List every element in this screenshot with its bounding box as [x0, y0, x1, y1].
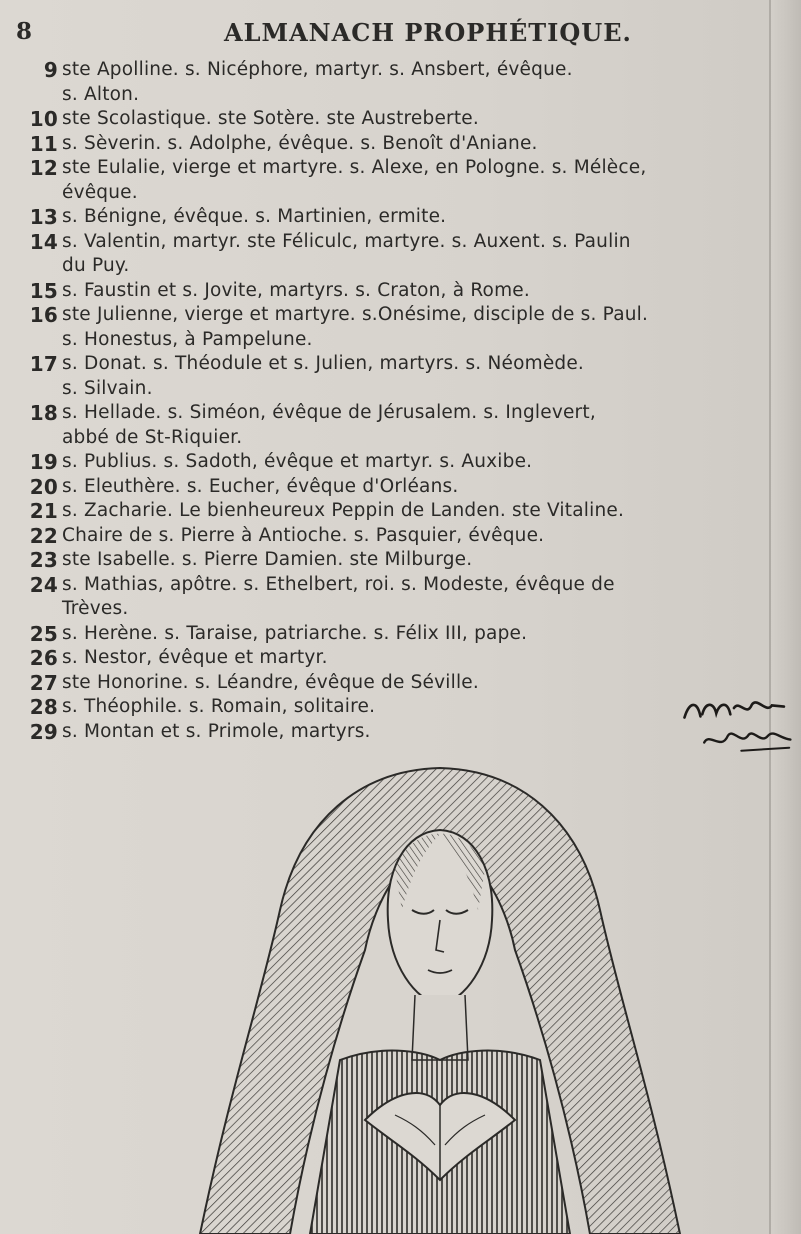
calendar-entry — [0, 205, 760, 230]
entry-day: 13 — [29, 205, 58, 229]
entry-saints-line: s. Hellade. s. Siméon, évêque de Jérusalem. s. Inglevert, — [62, 402, 596, 423]
calendar-entry — [0, 499, 760, 524]
entry-day: 11 — [29, 131, 58, 156]
calendar-entry — [0, 303, 760, 352]
entry-saints-line: du Puy. — [62, 255, 130, 276]
calendar-entry — [0, 107, 760, 132]
entry-saints-line: ste Eulalie, vierge et martyre. s. Alexe, en Pologne. s. Mélèce, — [62, 157, 647, 178]
entry-saints-line: s. Bénigne, évêque. s. Martinien, ermite. — [62, 206, 447, 227]
entry-day: 9 — [43, 58, 58, 82]
entry-day: 23 — [29, 548, 58, 572]
calendar-entry — [0, 573, 760, 622]
calendar-entry — [0, 720, 760, 745]
page-edge — [769, 0, 801, 1234]
engraving-illustration — [190, 760, 690, 1234]
calendar-entry — [0, 450, 760, 475]
entry-saints-line: s. Montan et s. Primole, martyrs. — [62, 720, 371, 742]
entry-saints-line: s. Valentin, martyr. ste Féliculc, martyre. s. Auxent. s. Paulin — [62, 230, 631, 252]
entry-saints-line: s. Théophile. s. Romain, solitaire. — [62, 696, 376, 717]
calendar-entry — [0, 548, 760, 573]
running-title: ALMANACH PROPHÉTIQUE. — [224, 18, 632, 47]
calendar-entry — [0, 352, 760, 401]
entry-day: 20 — [29, 474, 58, 499]
entry-day: 16 — [29, 303, 58, 327]
calendar-entry — [0, 156, 760, 205]
calendar-entry — [0, 279, 760, 304]
calendar-entry — [0, 646, 760, 671]
entry-saints-line: Chaire de s. Pierre à Antioche. s. Pasquier, évêque. — [62, 524, 545, 546]
entry-day: 21 — [29, 499, 58, 523]
entry-saints-line: s. Eleuthère. s. Eucher, évêque d'Orléans. — [62, 475, 459, 497]
entry-saints-line: s. Publius. s. Sadoth, évêque et martyr. s. Auxibe. — [62, 451, 533, 472]
entry-day: 27 — [29, 670, 58, 695]
calendar-entry — [0, 475, 760, 500]
entry-saints-line: ste Julienne, vierge et martyre. s.Onésime, disciple de s. Paul. — [62, 304, 649, 325]
entry-saints-line: ste Honorine. s. Léandre, évêque de Séville. — [62, 671, 479, 693]
calendar-entry — [0, 695, 760, 720]
entry-saints-line: s. Nestor, évêque et martyr. — [62, 647, 328, 668]
entry-saints-line: ste Isabelle. s. Pierre Damien. ste Milburge. — [62, 549, 473, 570]
calendar-entry — [0, 58, 760, 107]
entry-day: 10 — [29, 107, 58, 131]
entry-saints-line: ste Apolline. s. Nicéphore, martyr. s. Ansbert, évêque. — [62, 59, 573, 80]
entry-day: 12 — [29, 156, 58, 180]
saints-calendar — [0, 58, 760, 744]
calendar-entry — [0, 230, 760, 279]
entry-day: 18 — [29, 401, 58, 425]
entry-saints-line: s. Honestus, à Pampelune. — [62, 328, 313, 350]
calendar-entry — [0, 524, 760, 549]
entry-saints-line: évêque. — [62, 181, 138, 203]
page-header — [0, 10, 801, 50]
entry-saints-line: s. Zacharie. Le bienheureux Peppin de Landen. ste Vitaline. — [62, 500, 625, 521]
calendar-entry — [0, 671, 760, 696]
calendar-entry — [0, 622, 760, 647]
entry-day: 22 — [29, 523, 58, 548]
calendar-entry — [0, 132, 760, 157]
entry-day: 26 — [29, 646, 58, 670]
entry-day: 24 — [29, 572, 58, 597]
entry-saints-line: s. Mathias, apôtre. s. Ethelbert, roi. s. Modeste, évêque de — [62, 573, 615, 595]
entry-day: 28 — [29, 695, 58, 719]
entry-day: 29 — [29, 719, 58, 744]
entry-saints-line: s. Donat. s. Théodule et s. Julien, martyrs. s. Néomède. — [62, 353, 585, 374]
entry-day: 15 — [29, 278, 58, 303]
calendar-entry — [0, 401, 760, 450]
entry-day: 25 — [29, 621, 58, 646]
entry-saints-line: ste Scolastique. ste Sotère. ste Austreberte. — [62, 108, 479, 129]
entry-saints-line: s. Alton. — [62, 83, 140, 105]
entry-saints-line: s. Herène. s. Taraise, patriarche. s. Félix III, pape. — [62, 622, 528, 644]
entry-day: 17 — [29, 352, 58, 376]
page-number: 8 — [16, 18, 33, 45]
entry-saints-line: abbé de St-Riquier. — [62, 426, 243, 448]
entry-day: 19 — [29, 450, 58, 474]
entry-saints-line: s. Silvain. — [62, 377, 153, 399]
entry-saints-line: Trèves. — [62, 598, 129, 619]
entry-saints-line: s. Faustin et s. Jovite, martyrs. s. Craton, à Rome. — [62, 279, 530, 301]
entry-day: 14 — [29, 229, 58, 254]
entry-saints-line: s. Sèverin. s. Adolphe, évêque. s. Benoît d'Aniane. — [62, 132, 538, 154]
